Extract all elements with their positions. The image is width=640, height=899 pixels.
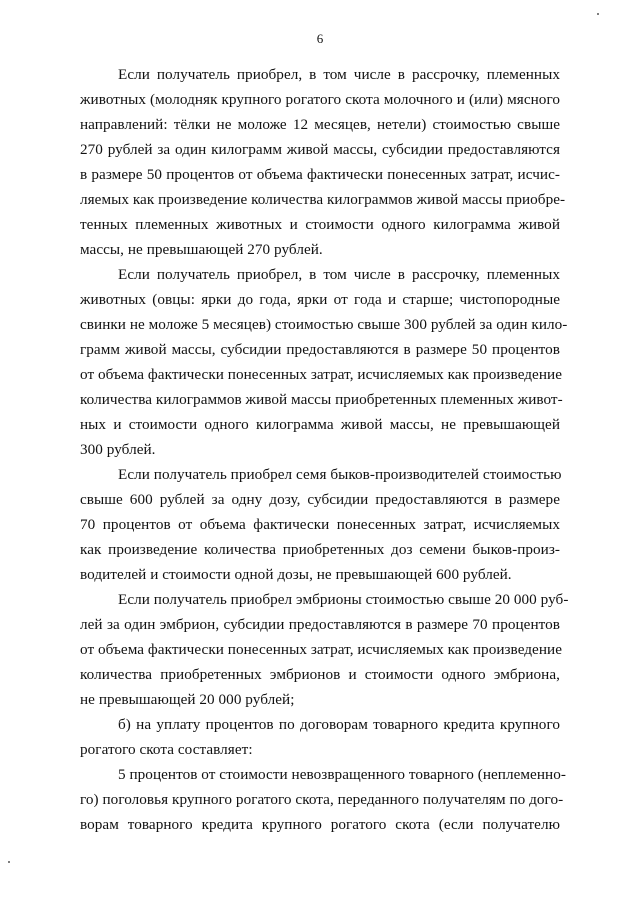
page-number: 6 (316, 31, 324, 46)
text-line: лей за один эмбрион, субсидии предоставляются в размере 70 процентов (80, 616, 560, 633)
text-line: го) поголовья крупного рогатого скота, переданного получателям по дого- (80, 791, 564, 808)
text-line: Если получатель приобрел, в том числе в рассрочку, племенных (118, 66, 560, 83)
text-line: количества килограммов живой массы приобретенных племенных живот- (80, 391, 563, 408)
text-line: рогатого скота составляет: (80, 741, 253, 758)
text-line: 270 рублей за один килограмм живой массы, субсидии предоставляются (80, 141, 560, 158)
text-line: свинки не моложе 5 месяцев) стоимостью свыше 300 рублей за один кило- (80, 316, 568, 333)
text-line: Если получатель приобрел эмбрионы стоимостью свыше 20 000 руб- (118, 591, 569, 608)
text-line: 300 рублей. (80, 441, 156, 458)
text-line: б) на уплату процентов по договорам товарного кредита крупного (118, 716, 560, 733)
text-line: грамм живой массы, субсидии предоставляются в размере 50 процентов (80, 341, 560, 358)
text-line: ляемых как произведение количества килограммов живой массы приобре- (80, 191, 566, 208)
text-line: Если получатель приобрел семя быков-производителей стоимостью (118, 466, 562, 483)
scan-speck (597, 13, 599, 15)
text-line: ных и стоимости одного килограмма живой массы, не превышающей (80, 416, 560, 433)
text-line: количества приобретенных эмбрионов и стоимости одного эмбриона, (80, 666, 560, 683)
text-line: свыше 600 рублей за одну дозу, субсидии предоставляются в размере (80, 491, 560, 508)
text-line: 70 процентов от объема фактически понесенных затрат, исчисляемых (80, 516, 560, 533)
text-line: водителей и стоимости одной дозы, не превышающей 600 рублей. (80, 566, 512, 583)
scan-speck (8, 861, 10, 863)
text-line: от объема фактически понесенных затрат, исчисляемых как произведение (80, 641, 562, 658)
text-line: 5 процентов от стоимости невозвращенного товарного (неплеменно- (118, 766, 566, 783)
text-line: животных (молодняк крупного рогатого скота молочного и (или) мясного (80, 91, 560, 108)
text-line: в размере 50 процентов от объема фактически понесенных затрат, исчис- (80, 166, 560, 183)
text-line: от объема фактически понесенных затрат, исчисляемых как произведение (80, 366, 562, 383)
text-line: животных (овцы: ярки до года, ярки от года и старше; чистопородные (80, 291, 560, 308)
text-line: ворам товарного кредита крупного рогатого скота (если получателю (80, 816, 560, 833)
text-line: тенных племенных животных и стоимости одного килограмма живой (80, 216, 560, 233)
text-line: не превышающей 20 000 рублей; (80, 691, 295, 708)
text-line: массы, не превышающей 270 рублей. (80, 241, 323, 258)
text-line: Если получатель приобрел, в том числе в рассрочку, племенных (118, 266, 560, 283)
text-line: как произведение количества приобретенных доз семени быков-произ- (80, 541, 560, 558)
text-line: направлений: тёлки не моложе 12 месяцев, нетели) стоимостью свыше (80, 116, 560, 133)
